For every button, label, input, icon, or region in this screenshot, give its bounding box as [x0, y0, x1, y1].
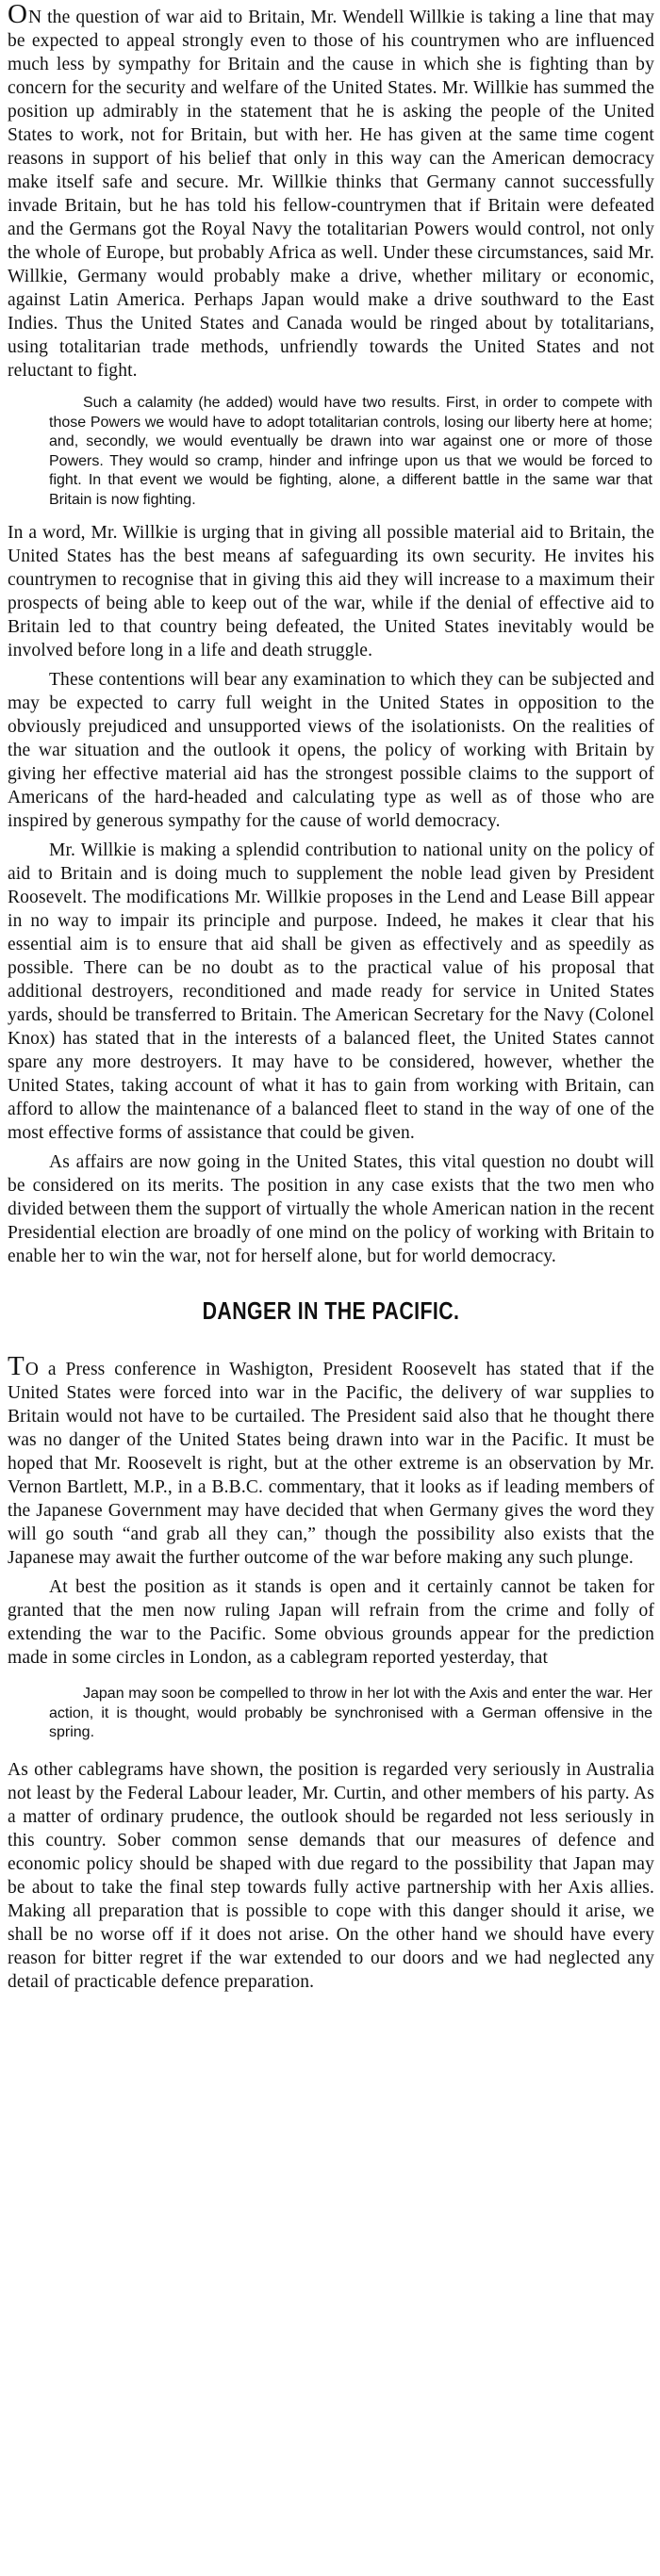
- article-headline: DANGER IN THE PACIFIC.: [202, 1296, 460, 1325]
- article2-paragraph-1: [8, 1351, 654, 1570]
- article1-paragraph-4: Mr. Willkie is making a splendid contribution to national unity on the policy of aid to Britain and is doing much to supplement the noble lead given by President Roosevelt. The modifications Mr. Willkie proposes in the Lend and Lease Bill appear in no way to impair its principle and purpose. Indeed, he makes it clear that his essential aim is to ensure that aid shall be given as effectively and as speedily as possible. There can be no doubt as to the practical value of his proposal that additional destroyers, reconditioned and made ready for service in United States yards, should be transferred to Britain. The American Secretary for the Navy (Colonel Knox) has stated that in the interests of a balanced fleet, the United States cannot spare any more destroyers. It may have to be considered, however, whether the United States, taking account of what it has to gain from working with Britain, can afford to allow the maintenance of a balanced fleet to stand in the way of one of the most effective forms of assistance that could be given.: [8, 840, 654, 1143]
- article1-paragraph-5: As affairs are now going in the United States, this vital question no doubt will be considered on its merits. The position in any case exists that the two men who divided between them the support of virtually the whole American nation in the recent Presidential election are broadly of one mind on the policy of working with Britain to enable her to win the war, not for herself alone, but for world democracy.: [8, 1152, 654, 1266]
- drop-cap: T: [8, 1351, 25, 1381]
- article2-paragraph-3: As other cablegrams have shown, the position is regarded very seriously in Australia not least by the Federal Labour leader, Mr. Curtin, and other members of his party. As a matter of ordinary prudence, the outlook should be regarded not less seriously in this country. Sober common sense demands that our measures of defence and economic policy should be shaped with due regard to the possibility that Japan may be about to take the final step towards fully active partnership with her Axis allies. Making all preparation that is possible to cope with this danger should it arise, we shall be no worse off if it does not arise. On the other hand we should have every reason for bitter regret if the war extended to our doors and we had neglected any detail of practicable defence preparation.: [8, 1759, 654, 1992]
- willkie-quotation: Such a calamity (he added) would have two results. First, in order to compete with those Powers we would have to adopt totalitarian controls, losing our liberty here at home; and, secondly, we would eventually be drawn into war against one or more of those Powers. They would so cramp, hinder and infringe upon us that we would be forced to fight. In that event we would be fighting, alone, a different battle in the same war that Britain is now fighting.: [49, 395, 652, 508]
- editorial-danger-in-the-pacific: [8, 1351, 654, 1994]
- editorial-aid-to-britain: [8, 0, 654, 1268]
- article1-paragraph-3: These contentions will bear any examination to which they can be subjected and may be expected to carry full weight in the United States in opposition to the obviously prejudiced and unsupported views of the isolationists. On the realities of the war situation and the outlook it opens, the policy of working with Britain by giving her effective material aid has the strongest possible claims to the support of Americans of the hard-headed and calculating type as well as of those who are inspired by generous sympathy for the cause of world democracy.: [8, 670, 654, 831]
- paragraph-text: N the question of war aid to Britain, Mr. Wendell Willkie is taking a line that may be expected to appeal strongly even to those of his countrymen who are influenced much less by sympathy for Britain and the cause in which she is fighting than by concern for the security and welfare of the United States. Mr. Willkie has summed the position up admirably in the statement that he is asking the people of the United States to work, not for Britain, but with her. He has given at the same time cogent reasons in support of his belief that only in this way can the American democracy make itself safe and secure. Mr. Willkie thinks that Germany cannot successfully invade Britain, but he has told his fellow-countrymen that if Britain were defeated and the Germans got the Royal Navy the totalitarian Powers would control, not only the whole of Europe, but probably Africa as well. Under these circumstances, said Mr. Willkie, Germany would probably make a drive, whether military or economic, against Latin America. Perhaps Japan would make a drive southward to the East Indies. Thus the United States and Canada would be ringed about by totalitarians, using totalitarian trade methods, unfriendly towards the United States and not reluctant to fight.: [8, 8, 654, 381]
- article1-paragraph-2: In a word, Mr. Willkie is urging that in giving all possible material aid to Britain, the United States has the best means af safeguarding its own security. He invites his countrymen to recognise that in giving this aid they will increase to a maximum their prospects of being able to keep out of the war, while if the denial of effective aid to Britain led to that country being defeated, the United States inevitably would be involved before long in a life and death struggle.: [8, 523, 654, 660]
- drop-cap: O: [8, 0, 28, 29]
- article1-paragraph-1: [8, 0, 654, 383]
- paragraph-text: O a Press conference in Washigton, President Roosevelt has stated that if the United States were forced into war in the Pacific, the delivery of war supplies to Britain would not have to be curtailed. The President said also that he thought there was no danger of the United States being drawn into war in the Pacific. It must be hoped that Mr. Roosevelt is right, but at the other extreme is an observation by Mr. Vernon Bartlett, M.P., in a B.B.C. commentary, that it looks as if leading members of the Japanese Government may have decided that when Germany gives the word they will go south “and grab all they can,” though the possibility also exists that the Japanese may await the further outcome of the war before making any such plunge.: [8, 1360, 654, 1568]
- article2-paragraph-2: At best the position as it stands is open and it certainly cannot be taken for granted that the men now ruling Japan will refrain from the crime and folly of extending the war to the Pacific. Some obvious grounds appear for the prediction made in some circles in London, as a cablegram reported yesterday, that: [8, 1577, 654, 1668]
- cablegram-quotation: Japan may soon be compelled to throw in her lot with the Axis and enter the war. Her action, it is thought, would probably be synchronised with a German offensive in the spring.: [49, 1686, 652, 1740]
